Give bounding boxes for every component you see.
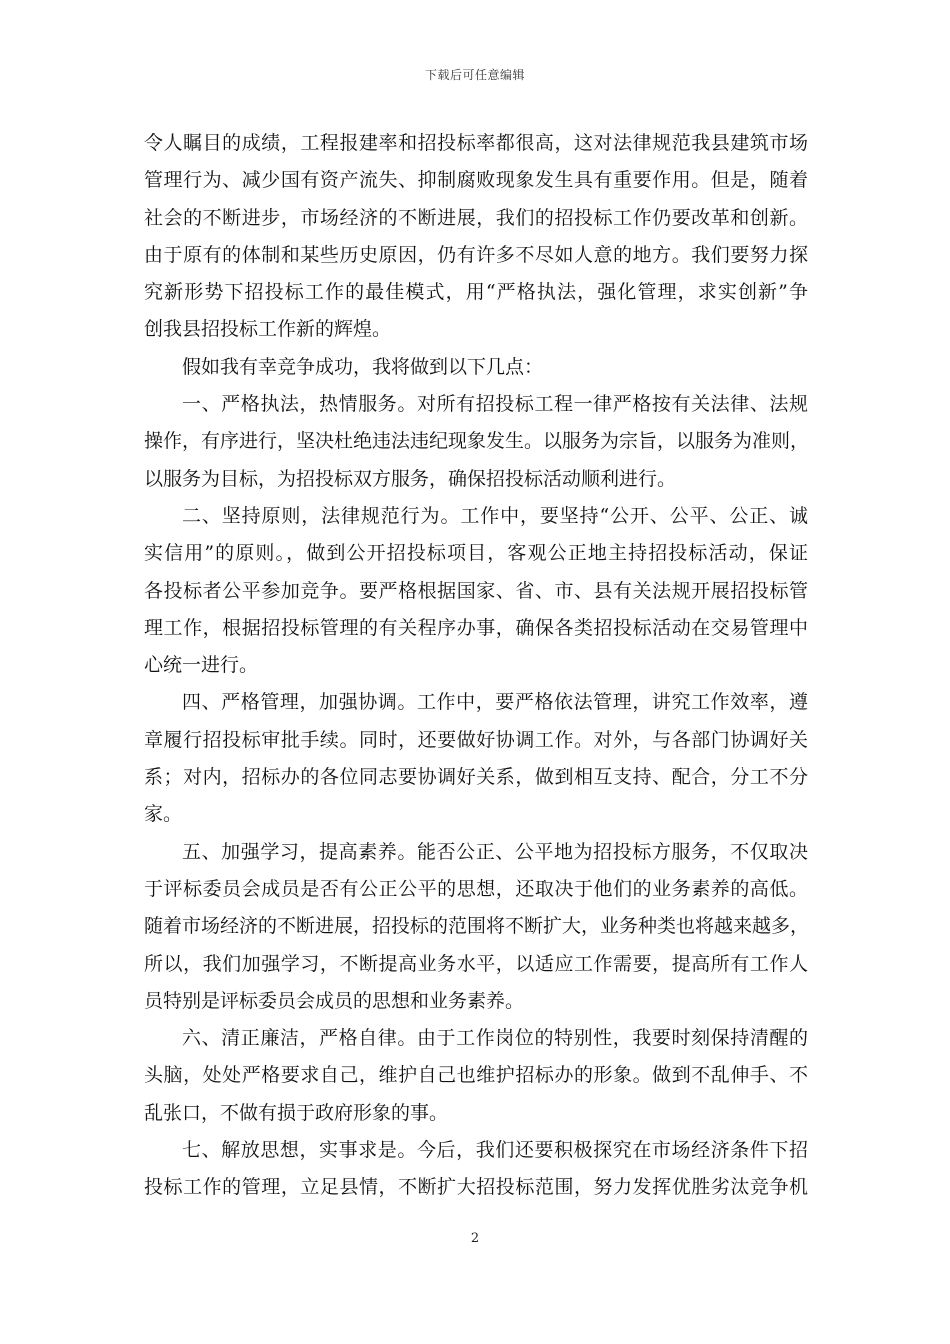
text-line: 操作，有序进行，坚决杜绝违法违纪现象发生。以服务为宗旨，以服务为准则， — [144, 430, 810, 453]
text-line: 于评标委员会成员是否有公正公平的思想，还取决于他们的业务素养的高低。 — [144, 877, 808, 900]
page-header: 下载后可任意编辑 — [424, 68, 525, 82]
text-line: 二、坚持原则，法律规范行为。工作中，要坚持“公开、公平、公正、诚 — [182, 504, 808, 527]
text-line: 以服务为目标，为招投标双方服务，确保招投标活动顺利进行。 — [144, 467, 677, 490]
text-line: 实信用”的原则。，做到公开招投标项目，客观公正地主持招投标活动，保证 — [144, 542, 808, 565]
text-line: 所以，我们加强学习，不断提高业务水平，以适应工作需要，提高所有工作人 — [144, 952, 808, 975]
text-line: 章履行招投标审批手续。同时，还要做好协调工作。对外，与各部门协调好关 — [144, 728, 808, 751]
text-line: 心统一进行。 — [144, 654, 259, 677]
document-body — [144, 125, 808, 1207]
text-line: 由于原有的体制和某些历史原因，仍有许多不尽如人意的地方。我们要努力探 — [144, 243, 808, 266]
text-line: 投标工作的管理，立足县情，不断扩大招投标范围，努力发挥优胜劣汰竞争机 — [144, 1176, 808, 1199]
text-line: 六、清正廉洁，严格自律。由于工作岗位的特别性，我要时刻保持清醒的 — [182, 1027, 808, 1050]
text-line: 七、解放思想，实事求是。今后，我们还要积极探究在市场经济条件下招 — [182, 1139, 808, 1162]
text-line: 头脑，处处严格要求自己，维护自己也维护招标办的形象。做到不乱伸手、不 — [144, 1064, 808, 1087]
text-line: 各投标者公平参加竞争。要严格根据国家、省、市、县有关法规开展招投标管 — [144, 579, 808, 602]
text-line: 理工作，根据招投标管理的有关程序办事，确保各类招投标活动在交易管理中 — [144, 616, 808, 639]
text-line: 社会的不断进步，市场经济的不断进展，我们的招投标工作仍要改革和创新。 — [144, 206, 808, 229]
text-line: 家。 — [144, 803, 183, 826]
text-line: 一、严格执法，热情服务。对所有招投标工程一律严格按有关法律、法规 — [182, 393, 808, 416]
text-line: 管理行为、减少国有资产流失、抑制腐败现象发生具有重要作用。但是，随着 — [144, 169, 808, 192]
text-line: 创我县招投标工作新的辉煌。 — [144, 318, 392, 341]
page-number: 2 — [470, 1231, 480, 1246]
text-line: 乱张口，不做有损于政府形象的事。 — [144, 1101, 449, 1124]
text-line: 五、加强学习，提高素养。能否公正、公平地为招投标方服务，不仅取决 — [182, 840, 808, 863]
text-line: 四、严格管理，加强协调。工作中，要严格依法管理，讲究工作效率，遵 — [182, 691, 808, 714]
paragraph-heading: 假如我有幸竞争成功，我将做到以下几点： — [182, 355, 544, 378]
text-line: 随着市场经济的不断进展，招投标的范围将不断扩大，业务种类也将越来越多， — [144, 915, 810, 938]
text-line: 令人瞩目的成绩，工程报建率和招投标率都很高，这对法律规范我县建筑市场 — [144, 132, 808, 154]
text-line: 员特别是评标委员会成员的思想和业务素养。 — [144, 989, 525, 1012]
text-line: 系；对内，招标办的各位同志要协调好关系，做到相互支持、配合，分工不分 — [144, 766, 808, 789]
text-line: 究新形势下招投标工作的最佳模式，用“严格执法，强化管理，求实创新”争 — [144, 281, 808, 304]
